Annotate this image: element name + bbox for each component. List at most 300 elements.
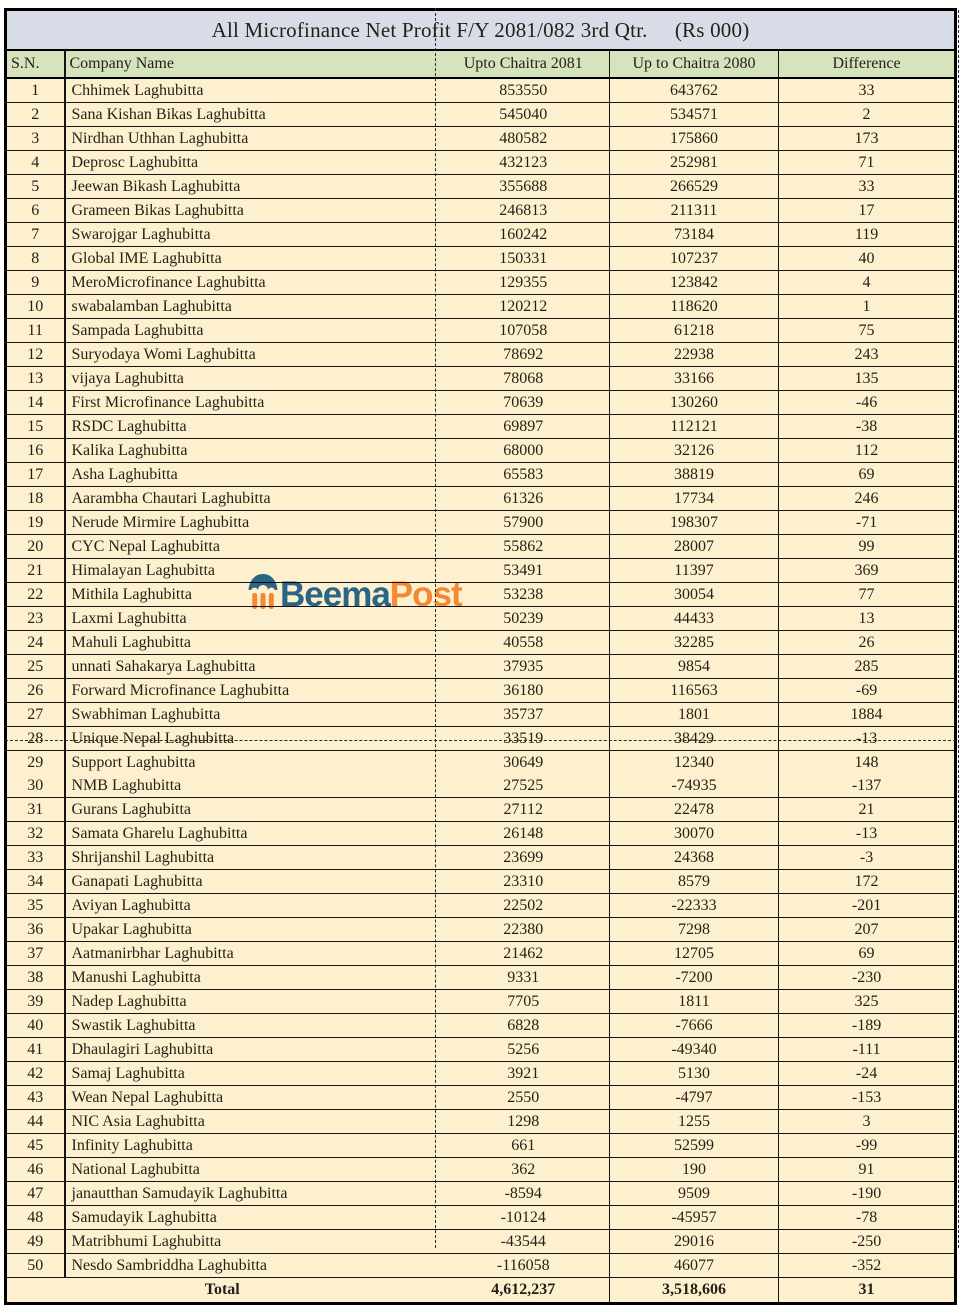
difference-cell: 135	[779, 367, 956, 391]
total-upto-2080: 3,518,606	[610, 1278, 779, 1304]
difference-cell: -13	[779, 822, 956, 846]
company-name-cell: National Laghubitta	[65, 1158, 438, 1182]
sn-cell: 33	[6, 846, 65, 870]
total-row	[6, 1278, 956, 1304]
column-header-sn: S.N.	[6, 50, 65, 78]
upto-2081-cell: 480582	[438, 127, 610, 151]
table-row	[6, 343, 956, 367]
sn-cell: 40	[6, 1014, 65, 1038]
difference-cell: -13	[779, 727, 956, 751]
sn-cell: 11	[6, 319, 65, 343]
company-name-cell: Sana Kishan Bikas Laghubitta	[65, 103, 438, 127]
difference-cell: 112	[779, 439, 956, 463]
upto-2081-cell: 21462	[438, 942, 610, 966]
company-name-cell: Sampada Laghubitta	[65, 319, 438, 343]
table-row	[6, 391, 956, 415]
difference-cell: 119	[779, 223, 956, 247]
table-row	[6, 846, 956, 870]
table-row	[6, 295, 956, 319]
upto-2081-cell: -43544	[438, 1230, 610, 1254]
table-row	[6, 822, 956, 846]
difference-cell: 243	[779, 343, 956, 367]
upto-2081-cell: 7705	[438, 990, 610, 1014]
upto-2081-cell: -10124	[438, 1206, 610, 1230]
sn-cell: 48	[6, 1206, 65, 1230]
difference-cell: -99	[779, 1134, 956, 1158]
difference-cell: -38	[779, 415, 956, 439]
sn-cell: 10	[6, 295, 65, 319]
table-row	[6, 727, 956, 751]
sn-cell: 22	[6, 583, 65, 607]
upto-2080-cell: 198307	[610, 511, 779, 535]
upto-2080-cell: 116563	[610, 679, 779, 703]
upto-2081-cell: 355688	[438, 175, 610, 199]
upto-2080-cell: 32285	[610, 631, 779, 655]
upto-2080-cell: 11397	[610, 559, 779, 583]
company-name-cell: Swarojgar Laghubitta	[65, 223, 438, 247]
sn-cell: 35	[6, 894, 65, 918]
upto-2080-cell: 1801	[610, 703, 779, 727]
difference-cell: 369	[779, 559, 956, 583]
upto-2080-cell: 118620	[610, 295, 779, 319]
company-name-cell: Samudayik Laghubitta	[65, 1206, 438, 1230]
company-name-cell: Upakar Laghubitta	[65, 918, 438, 942]
upto-2081-cell: 1298	[438, 1110, 610, 1134]
sn-cell: 49	[6, 1230, 65, 1254]
company-name-cell: Gurans Laghubitta	[65, 798, 438, 822]
sn-cell: 1	[6, 78, 65, 103]
table-row	[6, 655, 956, 679]
company-name-cell: Forward Microfinance Laghubitta	[65, 679, 438, 703]
sn-cell: 7	[6, 223, 65, 247]
table-row	[6, 223, 956, 247]
upto-2081-cell: 61326	[438, 487, 610, 511]
upto-2080-cell: 44433	[610, 607, 779, 631]
table-row	[6, 894, 956, 918]
difference-cell: 21	[779, 798, 956, 822]
difference-cell: -78	[779, 1206, 956, 1230]
upto-2080-cell: 8579	[610, 870, 779, 894]
upto-2080-cell: -7666	[610, 1014, 779, 1038]
total-label: Total	[6, 1278, 438, 1304]
sn-cell: 47	[6, 1182, 65, 1206]
table-row	[6, 559, 956, 583]
sn-cell: 27	[6, 703, 65, 727]
upto-2081-cell: 853550	[438, 78, 610, 103]
difference-cell: 2	[779, 103, 956, 127]
sn-cell: 32	[6, 822, 65, 846]
upto-2081-cell: 545040	[438, 103, 610, 127]
company-name-cell: Unique Nepal Laghubitta	[65, 727, 438, 751]
company-name-cell: Ganapati Laghubitta	[65, 870, 438, 894]
sn-cell: 37	[6, 942, 65, 966]
table-row	[6, 918, 956, 942]
table-row	[6, 151, 956, 175]
upto-2080-cell: -49340	[610, 1038, 779, 1062]
upto-2081-cell: 37935	[438, 655, 610, 679]
table-row	[6, 1206, 956, 1230]
upto-2080-cell: 12340	[610, 751, 779, 775]
company-name-cell: Dhaulagiri Laghubitta	[65, 1038, 438, 1062]
upto-2080-cell: 22938	[610, 343, 779, 367]
company-name-cell: Nesdo Sambriddha Laghubitta	[65, 1254, 438, 1278]
sn-cell: 17	[6, 463, 65, 487]
sn-cell: 14	[6, 391, 65, 415]
table-row	[6, 751, 956, 775]
company-name-cell: Support Laghubitta	[65, 751, 438, 775]
difference-cell: 1884	[779, 703, 956, 727]
upto-2081-cell: 78068	[438, 367, 610, 391]
upto-2081-cell: 55862	[438, 535, 610, 559]
sn-cell: 19	[6, 511, 65, 535]
upto-2080-cell: 123842	[610, 271, 779, 295]
upto-2081-cell: 160242	[438, 223, 610, 247]
upto-2080-cell: 22478	[610, 798, 779, 822]
difference-cell: 172	[779, 870, 956, 894]
upto-2081-cell: 661	[438, 1134, 610, 1158]
upto-2081-cell: 68000	[438, 439, 610, 463]
sn-cell: 43	[6, 1086, 65, 1110]
table-row	[6, 415, 956, 439]
sn-cell: 50	[6, 1254, 65, 1278]
difference-cell: -137	[779, 774, 956, 798]
company-name-cell: Global IME Laghubitta	[65, 247, 438, 271]
company-name-cell: Samaj Laghubitta	[65, 1062, 438, 1086]
difference-cell: 69	[779, 942, 956, 966]
upto-2080-cell: 266529	[610, 175, 779, 199]
table-row	[6, 870, 956, 894]
upto-2080-cell: 9854	[610, 655, 779, 679]
table-row	[6, 631, 956, 655]
difference-cell: -46	[779, 391, 956, 415]
table-body	[6, 78, 956, 1278]
sn-cell: 13	[6, 367, 65, 391]
table-row	[6, 1062, 956, 1086]
company-name-cell: RSDC Laghubitta	[65, 415, 438, 439]
company-name-cell: Asha Laghubitta	[65, 463, 438, 487]
company-name-cell: Wean Nepal Laghubitta	[65, 1086, 438, 1110]
difference-cell: -69	[779, 679, 956, 703]
company-name-cell: Aviyan Laghubitta	[65, 894, 438, 918]
company-name-cell: NMB Laghubitta	[65, 774, 438, 798]
company-name-cell: vijaya Laghubitta	[65, 367, 438, 391]
sn-cell: 39	[6, 990, 65, 1014]
sn-cell: 4	[6, 151, 65, 175]
sn-cell: 9	[6, 271, 65, 295]
upto-2080-cell: 52599	[610, 1134, 779, 1158]
table-row	[6, 319, 956, 343]
difference-cell: -250	[779, 1230, 956, 1254]
page-title: All Microfinance Net Profit F/Y 2081/082 3rd Qtr. (Rs 000)	[6, 10, 956, 51]
upto-2080-cell: 38429	[610, 727, 779, 751]
sn-cell: 41	[6, 1038, 65, 1062]
table-row	[6, 127, 956, 151]
table-row	[6, 607, 956, 631]
brand-name-beema: Beema	[280, 575, 390, 614]
upto-2081-cell: 2550	[438, 1086, 610, 1110]
upto-2080-cell: -22333	[610, 894, 779, 918]
company-name-cell: Mahuli Laghubitta	[65, 631, 438, 655]
table-row	[6, 966, 956, 990]
table-row	[6, 798, 956, 822]
table-row	[6, 1230, 956, 1254]
difference-cell: 285	[779, 655, 956, 679]
upto-2081-cell: 6828	[438, 1014, 610, 1038]
sn-cell: 20	[6, 535, 65, 559]
difference-cell: -201	[779, 894, 956, 918]
total-upto-2081: 4,612,237	[438, 1278, 610, 1304]
company-name-cell: Nerude Mirmire Laghubitta	[65, 511, 438, 535]
upto-2080-cell: 30054	[610, 583, 779, 607]
difference-cell: -71	[779, 511, 956, 535]
upto-2080-cell: 112121	[610, 415, 779, 439]
sn-cell: 25	[6, 655, 65, 679]
company-name-cell: CYC Nepal Laghubitta	[65, 535, 438, 559]
table-row	[6, 463, 956, 487]
upto-2081-cell: -8594	[438, 1182, 610, 1206]
upto-2081-cell: 30649	[438, 751, 610, 775]
upto-2081-cell: 69897	[438, 415, 610, 439]
difference-cell: 69	[779, 463, 956, 487]
upto-2080-cell: 30070	[610, 822, 779, 846]
sn-cell: 28	[6, 727, 65, 751]
table-row	[6, 103, 956, 127]
sn-cell: 6	[6, 199, 65, 223]
table-row	[6, 1038, 956, 1062]
upto-2081-cell: 120212	[438, 295, 610, 319]
upto-2081-cell: 362	[438, 1158, 610, 1182]
sn-cell: 24	[6, 631, 65, 655]
difference-cell: 77	[779, 583, 956, 607]
upto-2081-cell: 3921	[438, 1062, 610, 1086]
sn-cell: 15	[6, 415, 65, 439]
upto-2081-cell: 53491	[438, 559, 610, 583]
company-name-cell: Deprosc Laghubitta	[65, 151, 438, 175]
difference-cell: -24	[779, 1062, 956, 1086]
upto-2081-cell: 22380	[438, 918, 610, 942]
table-title-row	[6, 10, 956, 51]
total-difference: 31	[779, 1278, 956, 1304]
difference-cell: 148	[779, 751, 956, 775]
company-name-cell: Chhimek Laghubitta	[65, 78, 438, 103]
table-row	[6, 1254, 956, 1278]
upto-2081-cell: 50239	[438, 607, 610, 631]
upto-2081-cell: 9331	[438, 966, 610, 990]
company-name-cell: Nirdhan Uthhan Laghubitta	[65, 127, 438, 151]
upto-2080-cell: 7298	[610, 918, 779, 942]
company-name-cell: Matribhumi Laghubitta	[65, 1230, 438, 1254]
upto-2080-cell: 73184	[610, 223, 779, 247]
sn-cell: 12	[6, 343, 65, 367]
company-name-cell: Aatmanirbhar Laghubitta	[65, 942, 438, 966]
upto-2080-cell: 1255	[610, 1110, 779, 1134]
page-break-right-line	[958, 10, 959, 1248]
upto-2080-cell: 28007	[610, 535, 779, 559]
upto-2080-cell: 190	[610, 1158, 779, 1182]
upto-2080-cell: 24368	[610, 846, 779, 870]
difference-cell: 91	[779, 1158, 956, 1182]
upto-2080-cell: 130260	[610, 391, 779, 415]
difference-cell: 13	[779, 607, 956, 631]
difference-cell: 246	[779, 487, 956, 511]
upto-2080-cell: 46077	[610, 1254, 779, 1278]
table-header-row	[6, 50, 956, 78]
upto-2081-cell: 246813	[438, 199, 610, 223]
upto-2081-cell: 5256	[438, 1038, 610, 1062]
difference-cell: -111	[779, 1038, 956, 1062]
sn-cell: 30	[6, 774, 65, 798]
company-name-cell: MeroMicrofinance Laghubitta	[65, 271, 438, 295]
upto-2080-cell: 12705	[610, 942, 779, 966]
upto-2081-cell: 33519	[438, 727, 610, 751]
sn-cell: 2	[6, 103, 65, 127]
company-name-cell: Suryodaya Womi Laghubitta	[65, 343, 438, 367]
company-name-cell: unnati Sahakarya Laghubitta	[65, 655, 438, 679]
difference-cell: -3	[779, 846, 956, 870]
table-row	[6, 774, 956, 798]
sn-cell: 34	[6, 870, 65, 894]
sn-cell: 21	[6, 559, 65, 583]
sn-cell: 26	[6, 679, 65, 703]
company-name-cell: NIC Asia Laghubitta	[65, 1110, 438, 1134]
sn-cell: 38	[6, 966, 65, 990]
upto-2080-cell: 1811	[610, 990, 779, 1014]
sn-cell: 45	[6, 1134, 65, 1158]
company-name-cell: swabalamban Laghubitta	[65, 295, 438, 319]
difference-cell: -189	[779, 1014, 956, 1038]
upto-2081-cell: 150331	[438, 247, 610, 271]
difference-cell: 325	[779, 990, 956, 1014]
table-row	[6, 679, 956, 703]
table-row	[6, 1110, 956, 1134]
upto-2081-cell: 40558	[438, 631, 610, 655]
upto-2081-cell: 65583	[438, 463, 610, 487]
company-name-cell: Shrijanshil Laghubitta	[65, 846, 438, 870]
upto-2081-cell: 26148	[438, 822, 610, 846]
company-name-cell: Jeewan Bikash Laghubitta	[65, 175, 438, 199]
upto-2080-cell: 643762	[610, 78, 779, 103]
column-header-difference: Difference	[779, 50, 956, 78]
upto-2080-cell: 29016	[610, 1230, 779, 1254]
page-break-vertical-line	[435, 8, 436, 1248]
table-row	[6, 1086, 956, 1110]
sn-cell: 5	[6, 175, 65, 199]
difference-cell: 33	[779, 175, 956, 199]
upto-2080-cell: 211311	[610, 199, 779, 223]
sn-cell: 31	[6, 798, 65, 822]
company-name-cell: Samata Gharelu Laghubitta	[65, 822, 438, 846]
sn-cell: 3	[6, 127, 65, 151]
company-name-cell: Grameen Bikas Laghubitta	[65, 199, 438, 223]
column-header-upto-2081: Upto Chaitra 2081	[438, 50, 610, 78]
company-name-cell: Himalayan Laghubitta	[65, 559, 438, 583]
table-row	[6, 367, 956, 391]
table-row	[6, 1158, 956, 1182]
upto-2080-cell: 38819	[610, 463, 779, 487]
difference-cell: 26	[779, 631, 956, 655]
company-name-cell: janautthan Samudayik Laghubitta	[65, 1182, 438, 1206]
upto-2081-cell: 27525	[438, 774, 610, 798]
table-row	[6, 583, 956, 607]
sn-cell: 42	[6, 1062, 65, 1086]
table-row	[6, 535, 956, 559]
upto-2080-cell: 175860	[610, 127, 779, 151]
company-name-cell: Infinity Laghubitta	[65, 1134, 438, 1158]
table-row	[6, 247, 956, 271]
table-row	[6, 990, 956, 1014]
upto-2081-cell: 35737	[438, 703, 610, 727]
table-row	[6, 439, 956, 463]
sn-cell: 23	[6, 607, 65, 631]
company-name-cell: First Microfinance Laghubitta	[65, 391, 438, 415]
difference-cell: -230	[779, 966, 956, 990]
upto-2081-cell: 129355	[438, 271, 610, 295]
table-row	[6, 1014, 956, 1038]
table-row	[6, 199, 956, 223]
sn-cell: 29	[6, 751, 65, 775]
upto-2081-cell: 78692	[438, 343, 610, 367]
company-name-cell: Swabhiman Laghubitta	[65, 703, 438, 727]
upto-2080-cell: -4797	[610, 1086, 779, 1110]
upto-2080-cell: 32126	[610, 439, 779, 463]
company-name-cell: Laxmi Laghubitta	[65, 607, 438, 631]
difference-cell: 40	[779, 247, 956, 271]
upto-2080-cell: -7200	[610, 966, 779, 990]
upto-2081-cell: 70639	[438, 391, 610, 415]
column-header-upto-2080: Up to Chaitra 2080	[610, 50, 779, 78]
upto-2081-cell: 432123	[438, 151, 610, 175]
difference-cell: -352	[779, 1254, 956, 1278]
difference-cell: -153	[779, 1086, 956, 1110]
upto-2080-cell: 33166	[610, 367, 779, 391]
upto-2081-cell: 22502	[438, 894, 610, 918]
company-name-cell: Nadep Laghubitta	[65, 990, 438, 1014]
column-header-company: Company Name	[65, 50, 438, 78]
company-name-cell: Manushi Laghubitta	[65, 966, 438, 990]
upto-2080-cell: 534571	[610, 103, 779, 127]
sn-cell: 44	[6, 1110, 65, 1134]
upto-2081-cell: 107058	[438, 319, 610, 343]
difference-cell: 17	[779, 199, 956, 223]
upto-2080-cell: 252981	[610, 151, 779, 175]
table-row	[6, 942, 956, 966]
difference-cell: 4	[779, 271, 956, 295]
company-name-cell: Aarambha Chautari Laghubitta	[65, 487, 438, 511]
upto-2081-cell: -116058	[438, 1254, 610, 1278]
upto-2081-cell: 36180	[438, 679, 610, 703]
upto-2080-cell: -45957	[610, 1206, 779, 1230]
upto-2080-cell: -74935	[610, 774, 779, 798]
company-name-cell: Swastik Laghubitta	[65, 1014, 438, 1038]
net-profit-table	[4, 8, 957, 1305]
sn-cell: 46	[6, 1158, 65, 1182]
difference-cell: 33	[779, 78, 956, 103]
difference-cell: 99	[779, 535, 956, 559]
difference-cell: 71	[779, 151, 956, 175]
upto-2080-cell: 5130	[610, 1062, 779, 1086]
table-row	[6, 1134, 956, 1158]
table-row	[6, 78, 956, 103]
microfinance-net-profit-table	[4, 8, 957, 1305]
difference-cell: 1	[779, 295, 956, 319]
upto-2081-cell: 57900	[438, 511, 610, 535]
page-break-horizontal-line	[5, 740, 956, 741]
upto-2081-cell: 23310	[438, 870, 610, 894]
upto-2080-cell: 9509	[610, 1182, 779, 1206]
difference-cell: 207	[779, 918, 956, 942]
difference-cell: 75	[779, 319, 956, 343]
upto-2081-cell: 27112	[438, 798, 610, 822]
